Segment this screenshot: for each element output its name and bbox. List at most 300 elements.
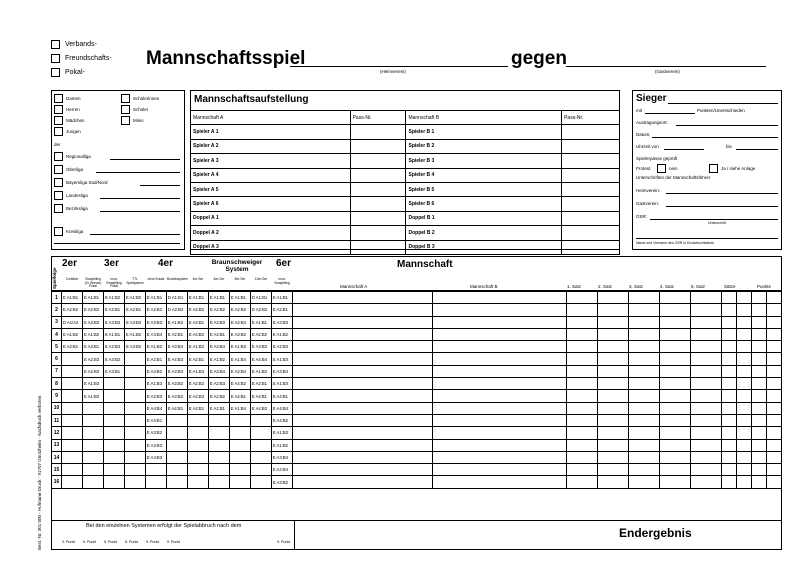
satz-score-cell[interactable] [629,390,660,402]
player-a-name-cell[interactable] [292,402,432,414]
pairing-cell: E A3:B3 [145,439,166,451]
system-subheader: 4er-Ser [192,277,204,281]
satz-score-cell[interactable] [598,439,629,451]
satz-score-cell[interactable] [660,427,691,439]
satz-score-cell[interactable] [598,316,629,328]
satz-score-cell[interactable] [629,292,660,304]
player-a-cell[interactable]: Doppel A 2 [191,226,351,240]
regionalliga-line[interactable] [110,159,180,160]
system-subheader: 10er-Ser [254,277,268,281]
satz-score-cell[interactable] [598,378,629,390]
satz-score-cell[interactable] [629,378,660,390]
player-a-cell[interactable]: Spieler A 2 [191,139,351,153]
player-a-name-cell[interactable] [292,414,432,426]
satz-score-cell[interactable] [691,476,722,488]
uhrzeit-von-line[interactable] [664,149,704,150]
satz-score-cell[interactable] [660,378,691,390]
satz-score-cell[interactable] [691,341,722,353]
satz-score-cell[interactable] [660,439,691,451]
player-a-name-cell[interactable] [292,476,432,488]
mit-line[interactable] [645,113,695,114]
punkte-a-cell[interactable] [751,476,766,488]
spielerpaesse-label: Spielerpässe geprüft [636,156,678,161]
satz-score-cell[interactable] [567,439,598,451]
punkte-a-cell[interactable] [751,353,766,365]
satz-score-cell[interactable] [629,402,660,414]
satz-score-cell[interactable] [691,439,722,451]
satz-score-cell[interactable] [691,451,722,463]
punkte-b-cell[interactable] [766,390,781,402]
bezirksliga-line[interactable] [100,211,180,212]
satz-score-cell[interactable] [598,292,629,304]
satz-score-cell[interactable] [629,476,660,488]
player-a-name-cell[interactable] [292,439,432,451]
punkte-a-cell[interactable] [751,365,766,377]
heimverein-sig-label: Heimverein: [636,188,661,193]
player-b-name-cell[interactable] [432,316,567,328]
player-b-cell[interactable]: Doppel B 2 [406,226,562,240]
pairing-cell [187,414,208,426]
punkte-b-cell[interactable] [766,292,781,304]
player-b-name-cell[interactable] [432,353,567,365]
punkte-a-cell[interactable] [751,341,766,353]
player-a-name-cell[interactable] [292,341,432,353]
saetze-a-cell[interactable] [721,402,736,414]
satz-score-cell[interactable] [660,304,691,316]
satz-score-cell[interactable] [598,451,629,463]
satz-score-cell[interactable] [660,402,691,414]
satz-score-cell[interactable] [567,304,598,316]
gastverein-line[interactable] [566,66,766,67]
saetze-b-cell[interactable] [736,402,751,414]
saetze-a-cell[interactable] [721,427,736,439]
saetze-a-cell[interactable] [721,390,736,402]
pokalspiel-checkbox[interactable] [51,68,60,77]
pass-b-cell[interactable] [562,182,620,196]
satz-score-cell[interactable] [691,304,722,316]
punkte-b-cell[interactable] [766,464,781,476]
satz-score-cell[interactable] [567,365,598,377]
satz-score-cell[interactable] [629,341,660,353]
player-b-cell[interactable]: Spieler B 4 [406,168,562,182]
satz-score-cell[interactable] [691,378,722,390]
abbruch-point: 5. Punkt [104,540,118,544]
pairing-cell [61,365,82,377]
satz-score-cell[interactable] [567,464,598,476]
satz-score-cell[interactable] [691,464,722,476]
satz-score-cell[interactable] [567,341,598,353]
satz-score-cell[interactable] [567,353,598,365]
player-b-name-cell[interactable] [432,427,567,439]
damen-checkbox[interactable] [54,94,63,103]
kreisliga-line-2[interactable] [54,243,180,244]
punkte-a-cell[interactable] [751,292,766,304]
mit-label: mit [636,108,642,113]
satz-score-cell[interactable] [598,328,629,340]
pokalspiel-label: Pokal- [65,69,85,76]
pairing-cell: E A2:B2 [208,304,229,316]
system-subheader: 8er-Ser [234,277,246,281]
pass-a-cell[interactable] [350,154,406,168]
pairing-cell: E A1:B2 [61,328,82,340]
osr-sig-line[interactable] [650,219,778,220]
austragungsort-label: Austragungsort: [636,120,668,125]
satz-score-cell[interactable] [691,365,722,377]
punkte-b-cell[interactable] [766,341,781,353]
satz-score-cell[interactable] [567,476,598,488]
pairing-cell: E A2:B1 [103,304,124,316]
player-b-name-cell[interactable] [432,341,567,353]
game-number: 13 [52,439,62,451]
bis-label: bis [726,144,732,149]
schueler-checkbox[interactable] [121,105,130,114]
gastverein-sig-line[interactable] [666,206,778,207]
bayernliga-line[interactable] [140,185,180,186]
saetze-b-cell[interactable] [736,464,751,476]
herren-label: Herren [66,107,80,112]
player-b-name-cell[interactable] [432,476,567,488]
satz-score-cell[interactable] [629,414,660,426]
pairing-cell: E A1:B1 [61,292,82,304]
satz-score-cell[interactable] [598,353,629,365]
pairing-cell [103,427,124,439]
saetze-a-cell[interactable] [721,341,736,353]
player-a-name-cell[interactable] [292,464,432,476]
player-b-name-cell[interactable] [432,378,567,390]
uhrzeit-bis-line[interactable] [736,149,778,150]
punkte-b-cell[interactable] [766,402,781,414]
satz-score-cell[interactable] [629,328,660,340]
regionalliga-label: Regionalliga [66,154,91,159]
freundschaftsspiel-checkbox[interactable] [51,54,60,63]
player-b-name-cell[interactable] [432,414,567,426]
satz-score-cell[interactable] [660,316,691,328]
saetze-b-cell[interactable] [736,365,751,377]
satz-score-cell[interactable] [567,378,598,390]
saetze-a-cell[interactable] [721,378,736,390]
player-a-name-cell[interactable] [292,316,432,328]
satz-score-cell[interactable] [567,402,598,414]
pairing-cell [229,476,250,488]
player-a-name-cell[interactable] [292,427,432,439]
punkte-a-cell[interactable] [751,427,766,439]
pairing-cell [124,476,145,488]
pass-a-cell[interactable] [350,226,406,240]
satz-score-cell[interactable] [660,341,691,353]
oberliga-checkbox[interactable] [54,165,63,174]
pass-b-cell[interactable] [562,154,620,168]
pairing-cell [103,378,124,390]
player-a-cell[interactable]: Doppel A 3 [191,240,351,254]
punkte-b-cell[interactable] [766,378,781,390]
saetze-b-cell[interactable] [736,439,751,451]
pass-b-cell[interactable] [562,240,620,254]
satz-score-cell[interactable] [691,353,722,365]
protest-label: Protest [636,166,651,171]
player-b-cell[interactable]: Doppel B 1 [406,211,562,225]
protest-nein-checkbox[interactable] [657,164,666,173]
bezirksliga-checkbox[interactable] [54,204,63,213]
pairing-cell: E A2:B2 [145,304,166,316]
punkte-b-cell[interactable] [766,304,781,316]
protest-ja-checkbox[interactable] [709,164,718,173]
saetze-a-cell[interactable] [721,464,736,476]
player-b-name-cell[interactable] [432,328,567,340]
player-a-cell[interactable]: Doppel A 1 [191,211,351,225]
pass-b-cell[interactable] [562,125,620,139]
player-b-cell[interactable]: Spieler B 2 [406,139,562,153]
pairing-cell: E A2:B1 [271,304,292,316]
punkte-a-cell[interactable] [751,402,766,414]
sieger-line[interactable] [668,103,778,104]
pairing-cell [250,451,271,463]
verbandsspiel-label: Verbands- [65,41,97,48]
saetze-b-cell[interactable] [736,476,751,488]
satz-score-cell[interactable] [691,427,722,439]
satz-score-cell[interactable] [629,427,660,439]
heimverein-line[interactable] [290,66,508,67]
pass-a-cell[interactable] [350,240,406,254]
bayernliga-checkbox[interactable] [54,178,63,187]
player-a-cell[interactable]: Spieler A 3 [191,154,351,168]
satz-score-cell[interactable] [598,304,629,316]
col-saetze: Sätze [724,284,736,289]
minis-checkbox[interactable] [121,116,130,125]
player-a-name-cell[interactable] [292,353,432,365]
pass-a-cell[interactable] [350,211,406,225]
pairing-cell: E A1:B3 [229,341,250,353]
satz-score-cell[interactable] [660,292,691,304]
saetze-b-cell[interactable] [736,292,751,304]
player-b-name-cell[interactable] [432,439,567,451]
saetze-a-cell[interactable] [721,439,736,451]
satz-score-cell[interactable] [660,451,691,463]
pass-a-cell[interactable] [350,197,406,211]
satz-score-cell[interactable] [691,414,722,426]
saetze-a-cell[interactable] [721,476,736,488]
pairing-cell [82,476,103,488]
saetze-a-cell[interactable] [721,316,736,328]
satz-score-cell[interactable] [660,464,691,476]
saetze-b-cell[interactable] [736,390,751,402]
oberliga-line[interactable] [96,172,180,173]
pass-a-cell[interactable] [350,139,406,153]
punkte-a-cell[interactable] [751,464,766,476]
saetze-b-cell[interactable] [736,353,751,365]
punkte-a-cell[interactable] [751,304,766,316]
satz-score-cell[interactable] [691,328,722,340]
punkte-b-cell[interactable] [766,316,781,328]
saetze-b-cell[interactable] [736,316,751,328]
player-b-name-cell[interactable] [432,402,567,414]
player-a-cell[interactable]: Spieler A 6 [191,197,351,211]
player-b-cell[interactable]: Spieler B 5 [406,182,562,196]
satz-score-cell[interactable] [598,390,629,402]
saetze-b-cell[interactable] [736,328,751,340]
player-b-name-cell[interactable] [432,292,567,304]
saetze-a-cell[interactable] [721,304,736,316]
satz-score-cell[interactable] [567,292,598,304]
punkte-b-cell[interactable] [766,328,781,340]
saetze-b-cell[interactable] [736,378,751,390]
saetze-b-cell[interactable] [736,451,751,463]
pairing-cell: E A3:B3 [166,365,187,377]
satz-score-cell[interactable] [629,353,660,365]
pairing-cell: E A2:B3 [145,390,166,402]
satz-score-cell[interactable] [691,402,722,414]
saetze-b-cell[interactable] [736,304,751,316]
pass-a-cell[interactable] [350,168,406,182]
satz-score-cell[interactable] [691,292,722,304]
punkte-a-cell[interactable] [751,439,766,451]
player-a-name-cell[interactable] [292,292,432,304]
kreisliga-checkbox[interactable] [54,227,63,236]
datum-line[interactable] [652,137,778,138]
saetze-b-cell[interactable] [736,427,751,439]
punkte-b-cell[interactable] [766,427,781,439]
punkte-a-cell[interactable] [751,316,766,328]
player-a-name-cell[interactable] [292,390,432,402]
satz-score-cell[interactable] [567,328,598,340]
satz-score-cell[interactable] [660,365,691,377]
landesliga-checkbox[interactable] [54,191,63,200]
satz-score-cell[interactable] [691,390,722,402]
punkte-b-cell[interactable] [766,414,781,426]
player-b-cell[interactable]: Doppel B 3 [406,240,562,254]
regionalliga-checkbox[interactable] [54,152,63,161]
pass-a-cell[interactable] [350,182,406,196]
landesliga-line[interactable] [100,198,180,199]
heimverein-caption: (Heimverein) [380,69,406,74]
pass-b-cell[interactable] [562,168,620,182]
osr-label: OSR: [636,214,648,219]
satz-score-cell[interactable] [598,402,629,414]
jungen-checkbox[interactable] [54,127,63,136]
satz-score-cell[interactable] [567,451,598,463]
satz-score-cell[interactable] [660,390,691,402]
satz-score-cell[interactable] [598,464,629,476]
pass-b-cell[interactable] [562,211,620,225]
austragungsort-line[interactable] [676,125,778,126]
player-a-cell[interactable]: Spieler A 1 [191,125,351,139]
player-b-name-cell[interactable] [432,390,567,402]
satz-score-cell[interactable] [629,451,660,463]
pass-a-cell[interactable] [350,125,406,139]
pass-b-cell[interactable] [562,139,620,153]
saetze-a-cell[interactable] [721,414,736,426]
satz-score-cell[interactable] [660,476,691,488]
punkte-b-cell[interactable] [766,451,781,463]
pairing-cell: E A2:B1 [61,341,82,353]
satz-score-cell[interactable] [567,316,598,328]
satz-score-cell[interactable] [629,365,660,377]
saetze-a-cell[interactable] [721,365,736,377]
player-b-name-cell[interactable] [432,464,567,476]
spielfolge-row [52,402,782,414]
herren-checkbox[interactable] [54,105,63,114]
satz-score-cell[interactable] [660,328,691,340]
satz-score-cell[interactable] [629,464,660,476]
pass-b-cell[interactable] [562,197,620,211]
verbandsspiel-checkbox[interactable] [51,40,60,49]
abbruch-point: 5. Punkt [83,540,97,544]
damen-label: Damen [66,96,81,101]
player-b-name-cell[interactable] [432,451,567,463]
satz-score-cell[interactable] [629,316,660,328]
saetze-a-cell[interactable] [721,451,736,463]
pairing-cell: E A3:B2 [166,390,187,402]
pairing-cell [103,464,124,476]
game-number: 5 [52,341,62,353]
punkte-b-cell[interactable] [766,365,781,377]
spielfolge-row [52,427,782,439]
punkte-b-cell[interactable] [766,439,781,451]
satz-score-cell[interactable] [691,316,722,328]
satz-score-cell[interactable] [660,414,691,426]
satz-score-cell[interactable] [567,414,598,426]
saetze-b-cell[interactable] [736,414,751,426]
game-number: 15 [52,464,62,476]
punkte-a-cell[interactable] [751,378,766,390]
pairing-cell [250,439,271,451]
heimverein-sig-line[interactable] [666,193,778,194]
punkte-a-cell[interactable] [751,451,766,463]
player-a-name-cell[interactable] [292,304,432,316]
satz-score-cell[interactable] [629,304,660,316]
satz-score-cell[interactable] [660,353,691,365]
player-a-name-cell[interactable] [292,378,432,390]
pairing-cell [124,353,145,365]
maedchen-checkbox[interactable] [54,116,63,125]
player-b-cell[interactable]: Spieler B 6 [406,197,562,211]
satz-score-cell[interactable] [567,390,598,402]
saetze-a-cell[interactable] [721,353,736,365]
pass-b-cell[interactable] [562,226,620,240]
satz-score-cell[interactable] [598,341,629,353]
punkte-a-cell[interactable] [751,390,766,402]
osr-name-line[interactable] [636,238,778,239]
satz-score-cell[interactable] [598,414,629,426]
saetze-a-cell[interactable] [721,328,736,340]
punkte-a-cell[interactable] [751,414,766,426]
satz-score-cell[interactable] [598,427,629,439]
punkte-a-cell[interactable] [751,328,766,340]
aufstellung-row [191,240,620,254]
saetze-a-cell[interactable] [721,292,736,304]
punkte-b-cell[interactable] [766,476,781,488]
kreisliga-line[interactable] [90,234,180,235]
saetze-b-cell[interactable] [736,341,751,353]
player-a-name-cell[interactable] [292,451,432,463]
satz-score-cell[interactable] [567,427,598,439]
pairing-cell [82,427,103,439]
pairing-cell [124,365,145,377]
player-a-name-cell[interactable] [292,328,432,340]
punkte-b-cell[interactable] [766,353,781,365]
player-b-name-cell[interactable] [432,304,567,316]
player-a-cell[interactable]: Spieler A 4 [191,168,351,182]
player-b-cell[interactable]: Spieler B 1 [406,125,562,139]
player-b-name-cell[interactable] [432,365,567,377]
player-b-cell[interactable]: Spieler B 3 [406,154,562,168]
player-a-cell[interactable]: Spieler A 5 [191,182,351,196]
satz-score-cell[interactable] [598,476,629,488]
satz-score-cell[interactable] [629,439,660,451]
schuelerinnen-checkbox[interactable] [121,94,130,103]
game-number: 2 [52,304,62,316]
satz-score-cell[interactable] [598,365,629,377]
player-a-name-cell[interactable] [292,365,432,377]
